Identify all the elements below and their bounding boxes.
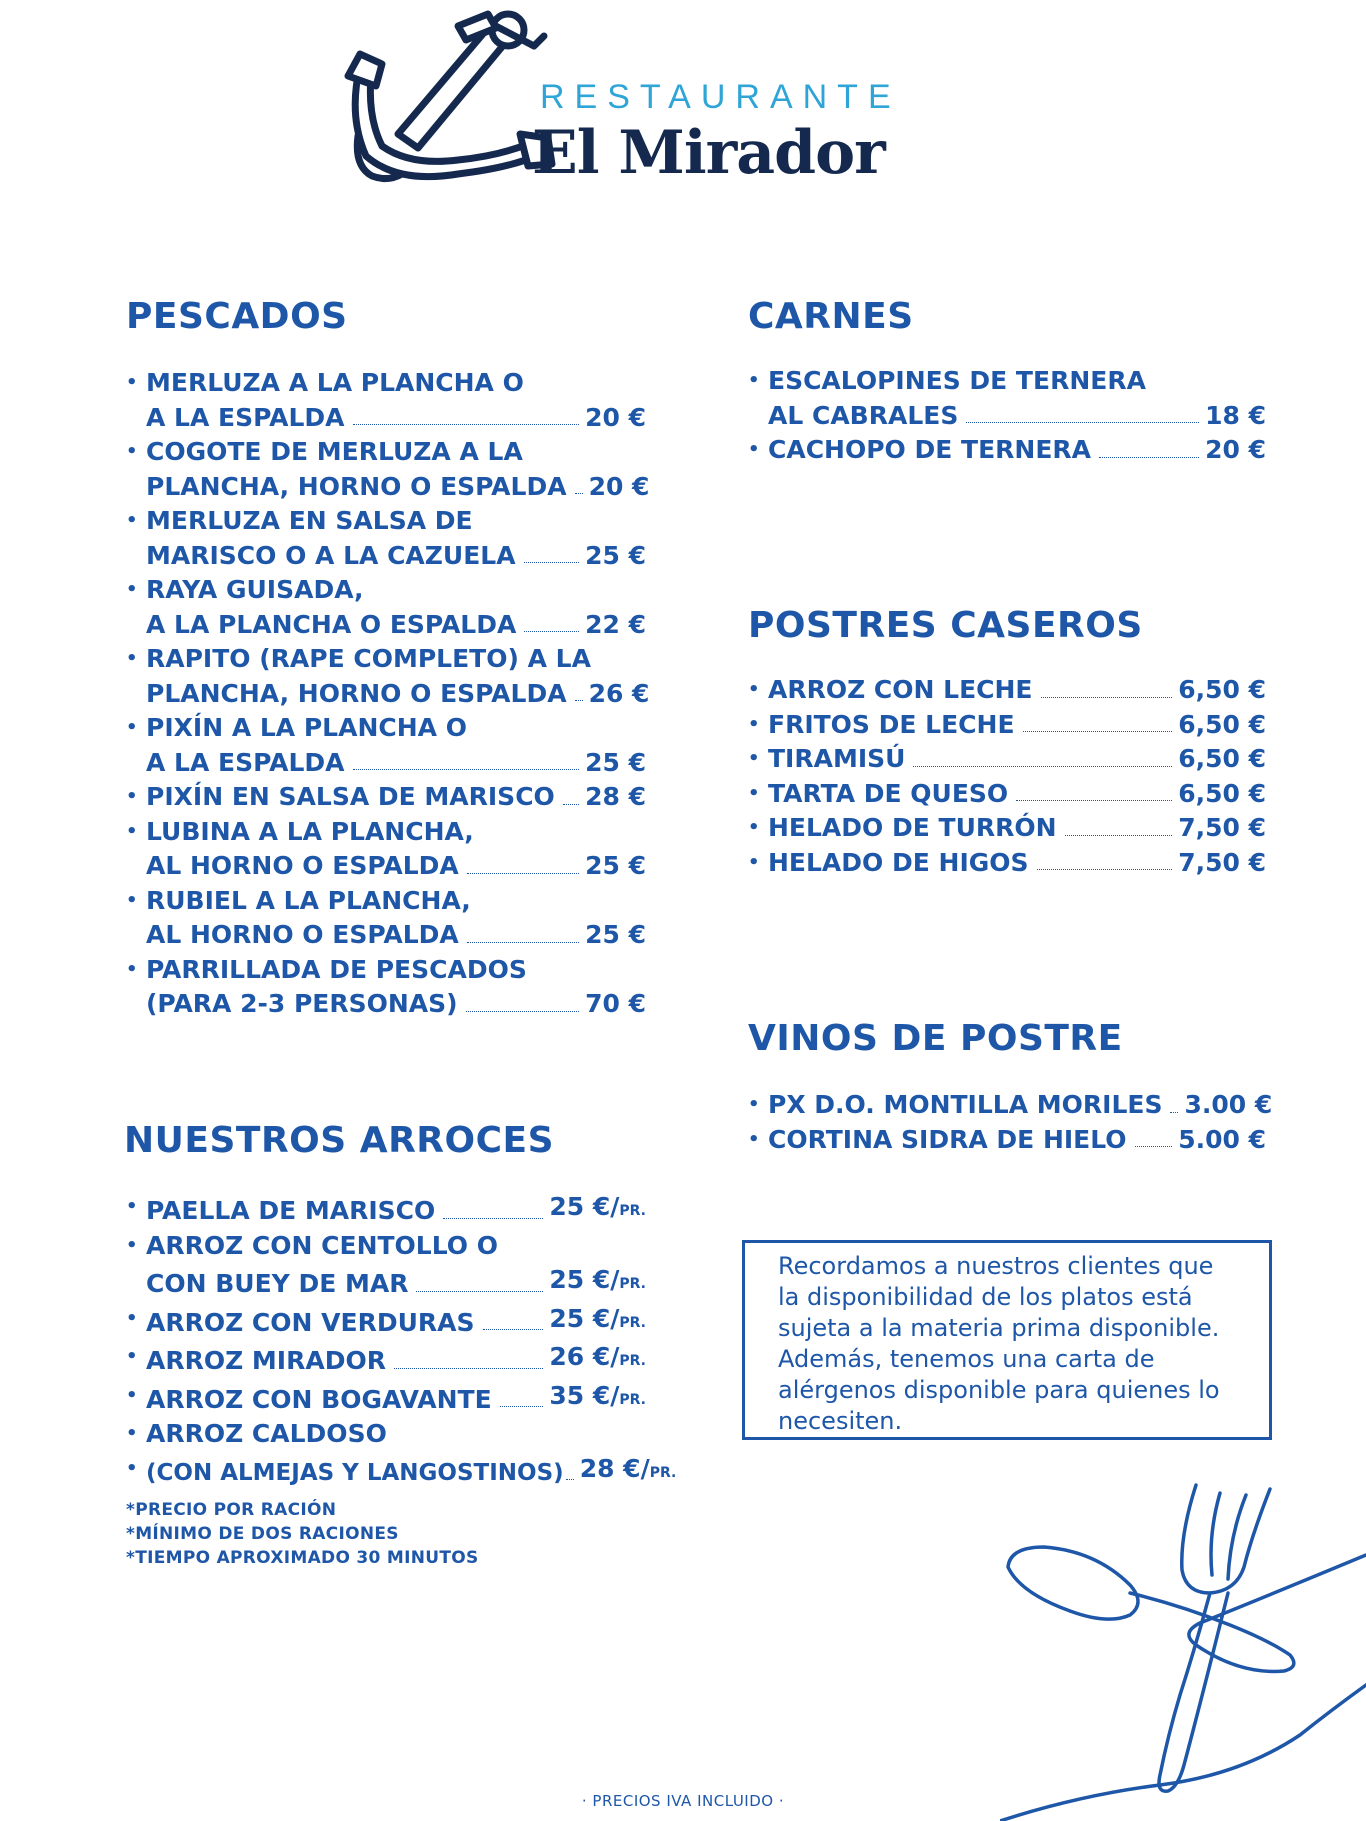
section-title-vinos: VINOS DE POSTRE: [748, 1018, 1123, 1059]
dotted-leader: [353, 424, 580, 425]
menu-item: • ARROZ CALDOSO: [126, 1417, 646, 1452]
item-name: ARROZ CON VERDURAS: [146, 1307, 475, 1337]
menu-item: • RAPITO (RAPE COMPLETO) A LA PLANCHA, HORNO O ESPALDA 26 €: [126, 642, 646, 711]
dotted-leader: [1135, 1146, 1173, 1147]
note-line: *PRECIO POR RACIÓN: [126, 1500, 337, 1520]
item-price: 25 €: [585, 851, 646, 880]
dotted-leader: [1170, 1112, 1178, 1113]
brand-name: El Mirador: [532, 118, 885, 188]
item-price: 25 €: [585, 540, 646, 570]
arroces-list: [126, 1190, 677, 1490]
item-name-line1: RAPITO (RAPE COMPLETO) A LA: [146, 644, 591, 673]
section-title-carnes: CARNES: [748, 296, 914, 337]
item-price: 26 €: [588, 678, 650, 708]
item-name-line1: RUBIEL A LA PLANCHA,: [146, 885, 471, 915]
item-price: 3.00 €: [1184, 1090, 1273, 1119]
item-name-line2: AL HORNO O ESPALDA: [146, 920, 459, 949]
item-name-line1: ARROZ CON CENTOLLO O: [146, 1230, 498, 1260]
section-title-postres: POSTRES CASEROS: [748, 605, 1143, 646]
dotted-leader: [466, 1011, 580, 1012]
item-name: PAELLA DE MARISCO: [146, 1196, 436, 1225]
item-price: 25 €: [585, 920, 646, 949]
menu-item: • COGOTE DE MERLUZA A LA PLANCHA, HORNO O ESPALDA 20 €: [126, 435, 646, 504]
menu-item: • RAYA GUISADA, A LA PLANCHA O ESPALDA 22 €: [126, 573, 646, 642]
item-name-line2: PLANCHA, HORNO O ESPALDA: [146, 678, 567, 708]
brand-restaurante: RESTAURANTE: [540, 78, 901, 116]
item-price: 25 €/PR.: [549, 1192, 646, 1221]
item-price: 5.00 €: [1178, 1124, 1266, 1154]
dotted-leader: [575, 700, 583, 701]
menu-item: • RUBIEL A LA PLANCHA, AL HORNO O ESPALDA 25 €: [126, 884, 646, 953]
menu-item: • MERLUZA A LA PLANCHA O A LA ESPALDA 20 €: [126, 366, 646, 435]
item-price: 6,50 €: [1178, 744, 1266, 773]
arroces-notes: [126, 1498, 479, 1570]
item-price: 35 €/PR.: [549, 1380, 646, 1410]
section-title-pescados: PESCADOS: [126, 296, 348, 337]
dotted-leader: [483, 1329, 544, 1330]
dotted-leader: [467, 873, 579, 874]
item-name: CACHOPO DE TERNERA: [768, 435, 1092, 464]
menu-item: • LUBINA A LA PLANCHA, AL HORNO O ESPALDA 25 €: [126, 815, 646, 884]
menu-item: • (CON ALMEJAS Y LANGOSTINOS) 28 €/PR.: [126, 1452, 646, 1491]
menu-item: • ARROZ MIRADOR 26 €/PR.: [126, 1340, 646, 1379]
dotted-leader: [524, 562, 580, 563]
item-name-line1: MERLUZA EN SALSA DE: [146, 506, 473, 535]
menu-item: • ARROZ CON LECHE 6,50 €: [748, 673, 1266, 708]
dotted-leader: [524, 631, 579, 632]
note-line: *MÍNIMO DE DOS RACIONES: [126, 1524, 399, 1544]
dotted-leader: [443, 1218, 543, 1219]
vinos-list: [748, 1088, 1273, 1157]
item-name-line2: PLANCHA, HORNO O ESPALDA: [146, 471, 567, 501]
dotted-leader: [566, 1479, 574, 1480]
section-arroces: [124, 1120, 677, 1580]
item-name-line2: (PARA 2-3 PERSONAS): [146, 989, 458, 1018]
item-price: 28 €/PR.: [579, 1453, 677, 1483]
item-name-line1: MERLUZA A LA PLANCHA O: [146, 368, 524, 397]
menu-item: • HELADO DE HIGOS 7,50 €: [748, 846, 1266, 881]
menu-item: • PIXÍN EN SALSA DE MARISCO 28 €: [126, 780, 646, 815]
item-price: 6,50 €: [1178, 675, 1266, 704]
dotted-leader: [913, 766, 1172, 767]
item-name-line2: A LA ESPALDA: [146, 747, 345, 777]
item-name-line2: AL CABRALES: [768, 400, 959, 430]
dotted-leader: [353, 769, 580, 770]
menu-item: • TIRAMISÚ 6,50 €: [748, 742, 1266, 777]
dotted-leader: [500, 1406, 544, 1407]
menu-item: • TARTA DE QUESO 6,50 €: [748, 777, 1266, 812]
menu-item: • MERLUZA EN SALSA DE MARISCO O A LA CAZUELA 25 €: [126, 504, 646, 573]
item-price: 25 €/PR.: [549, 1303, 646, 1333]
item-name-line2: A LA ESPALDA: [146, 402, 345, 432]
item-name-line2: MARISCO O A LA CAZUELA: [146, 540, 516, 570]
item-name-line1: COGOTE DE MERLUZA A LA: [146, 437, 523, 466]
dotted-leader: [1023, 731, 1173, 732]
item-price: 6,50 €: [1178, 778, 1266, 808]
item-name-line2: A LA PLANCHA O ESPALDA: [146, 609, 517, 639]
item-name-line2: AL HORNO O ESPALDA: [146, 851, 459, 880]
item-price: 7,50 €: [1178, 813, 1266, 842]
dotted-leader: [416, 1291, 543, 1292]
menu-item: • PARRILLADA DE PESCADOS (PARA 2-3 PERSONAS) 70 €: [126, 953, 646, 1022]
dotted-leader: [1037, 869, 1173, 870]
item-price: 28 €: [585, 782, 646, 811]
note-line: *TIEMPO APROXIMADO 30 MINUTOS: [126, 1548, 479, 1568]
menu-item: • FRITOS DE LECHE 6,50 €: [748, 708, 1266, 743]
section-carnes: [748, 296, 1268, 476]
item-price: 26 €/PR.: [549, 1342, 646, 1371]
item-name: ARROZ CALDOSO: [146, 1419, 387, 1448]
item-name: HELADO DE HIGOS: [768, 847, 1029, 877]
menu-item: • ARROZ CON CENTOLLO O CON BUEY DE MAR 25 €/PR.: [126, 1229, 646, 1302]
item-name: TIRAMISÚ: [768, 744, 906, 773]
dotted-leader: [575, 493, 583, 494]
item-name-line2: CON BUEY DE MAR: [146, 1269, 409, 1298]
item-name: PIXÍN EN SALSA DE MARISCO: [146, 782, 555, 811]
menu-item: • CACHOPO DE TERNERA 20 €: [748, 433, 1266, 468]
menu-item: • ARROZ CON VERDURAS 25 €/PR.: [126, 1302, 646, 1341]
cutlery-line-art-icon: [1000, 1475, 1366, 1821]
dotted-leader: [394, 1368, 543, 1369]
item-name: PX D.O. MONTILLA MORILES: [768, 1090, 1163, 1119]
dotted-leader: [1065, 835, 1173, 836]
section-postres: [748, 605, 1268, 885]
dotted-leader: [1099, 457, 1199, 458]
item-name-line1: ESCALOPINES DE TERNERA: [768, 366, 1146, 395]
menu-item: • PIXÍN A LA PLANCHA O A LA ESPALDA 25 €: [126, 711, 646, 780]
menu-item: • PAELLA DE MARISCO 25 €/PR.: [126, 1190, 646, 1229]
item-name-line1: LUBINA A LA PLANCHA,: [146, 816, 474, 846]
dotted-leader: [1016, 800, 1172, 801]
item-price: 6,50 €: [1178, 709, 1266, 739]
item-price: 25 €/PR.: [549, 1265, 646, 1294]
item-price: 22 €: [585, 609, 646, 639]
dotted-leader: [966, 422, 1199, 423]
item-price: 20 €: [585, 402, 646, 432]
item-name: HELADO DE TURRÓN: [768, 813, 1057, 842]
item-name-line1: RAYA GUISADA,: [146, 575, 364, 604]
menu-item: • HELADO DE TURRÓN 7,50 €: [748, 811, 1266, 846]
menu-item: • ESCALOPINES DE TERNERA AL CABRALES 18 €: [748, 364, 1266, 433]
item-name: ARROZ CON BOGAVANTE: [146, 1384, 492, 1414]
dotted-leader: [467, 942, 579, 943]
section-vinos: [748, 1018, 1273, 1158]
item-name: FRITOS DE LECHE: [768, 709, 1015, 739]
item-price: 20 €: [1205, 435, 1266, 464]
availability-notice: Recordamos a nuestros clientes que la disponibilidad de los platos está sujeta a la materia prima disponible. Además, tenemos una carta de alérgenos disponible para quienes lo necesiten.: [742, 1240, 1272, 1440]
item-price: 20 €: [588, 471, 650, 501]
item-name: ARROZ CON LECHE: [768, 675, 1033, 704]
item-name: ARROZ MIRADOR: [146, 1346, 386, 1375]
item-name: TARTA DE QUESO: [768, 778, 1009, 808]
dotted-leader: [563, 804, 579, 805]
menu-item: • ARROZ CON BOGAVANTE 35 €/PR.: [126, 1379, 646, 1418]
item-name: CORTINA SIDRA DE HIELO: [768, 1124, 1127, 1154]
section-title-arroces: NUESTROS ARROCES: [124, 1120, 555, 1161]
dotted-leader: [1041, 697, 1173, 698]
item-price: 7,50 €: [1178, 847, 1266, 877]
footer-note: · PRECIOS IVA INCLUIDO ·: [581, 1792, 785, 1810]
item-name-line1: PARRILLADA DE PESCADOS: [146, 954, 527, 984]
postres-list: [748, 673, 1266, 880]
section-pescados: [126, 296, 650, 1018]
item-name: (CON ALMEJAS Y LANGOSTINOS): [146, 1459, 564, 1486]
menu-item: • PX D.O. MONTILLA MORILES 3.00 €: [748, 1088, 1266, 1123]
pescados-list: [126, 366, 650, 1022]
menu-item: • CORTINA SIDRA DE HIELO 5.00 €: [748, 1123, 1266, 1158]
carnes-list: [748, 364, 1266, 468]
item-price: 25 €: [585, 747, 646, 777]
item-price: 18 €: [1205, 400, 1266, 430]
item-name-line1: PIXÍN A LA PLANCHA O: [146, 713, 467, 742]
item-price: 70 €: [585, 989, 646, 1018]
